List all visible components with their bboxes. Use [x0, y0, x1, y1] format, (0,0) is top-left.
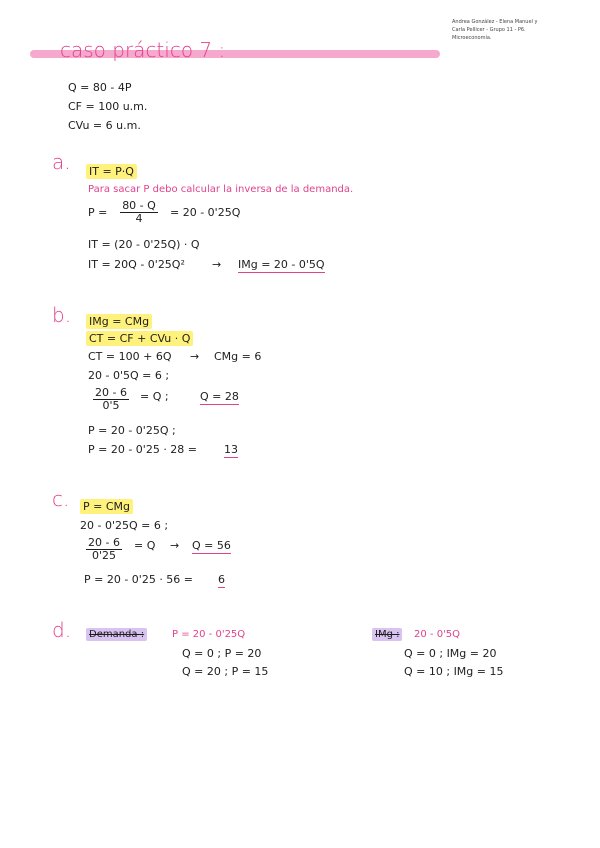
- section-b-ct: [86, 333, 193, 344]
- section-b-p1: P = 20 - 0'25Q ;: [88, 424, 176, 437]
- section-c-letter: c.: [52, 487, 70, 511]
- section-a-p-rhs: = 20 - 0'25Q: [170, 206, 241, 219]
- section-b-q-result: [200, 391, 239, 402]
- section-b-frac-num: 20 - 6: [95, 386, 127, 399]
- section-b-q-result-text: Q = 28: [200, 390, 239, 403]
- section-c-frac-den: 0'25: [91, 549, 117, 563]
- authors-line-1: Andrea González - Elena Manuel y: [452, 19, 538, 25]
- section-b-arrow: →: [190, 350, 200, 363]
- section-b-ct2: CT = 100 + 6Q: [88, 350, 172, 363]
- section-d-demanda-row1: Q = 0 ; P = 20: [182, 647, 262, 660]
- section-d-img-label-text: IMg :: [372, 628, 402, 641]
- section-a-img-text: IMg = 20 - 0'5Q: [238, 258, 325, 271]
- section-a-arrow: →: [212, 258, 222, 271]
- section-c-p-result-text: 6: [218, 573, 225, 586]
- section-b-heading: [86, 316, 152, 327]
- section-b-p2-result-text: 13: [224, 443, 238, 456]
- page-title: caso práctico 7 :: [60, 38, 226, 62]
- section-a-p-lhs: P =: [88, 206, 108, 219]
- section-b-ct-text: CT = CF + CVu · Q: [86, 331, 193, 346]
- section-c-p-result: [218, 574, 225, 585]
- section-d-demanda-eq: P = 20 - 0'25Q: [172, 629, 246, 640]
- authors-line-2: Carla Pellicer - Grupo 11 - P6.: [452, 27, 526, 33]
- section-a-fraction: [114, 200, 164, 225]
- section-d-img-eq: 20 - 0'5Q: [414, 629, 461, 640]
- section-a-it2: IT = 20Q - 0'25Q²: [88, 258, 185, 271]
- section-a-frac-den: 4: [135, 212, 143, 226]
- section-b-cmg: CMg = 6: [214, 350, 262, 363]
- section-c-heading: [80, 501, 133, 512]
- section-b-frac-den: 0'5: [102, 399, 120, 413]
- section-a-frac-num: 80 - Q: [122, 199, 156, 212]
- section-c-frac-rhs: = Q: [134, 539, 156, 552]
- section-d-demanda-label-text: Demanda :: [86, 628, 147, 641]
- section-c-heading-text: P = CMg: [80, 499, 133, 514]
- given-demand: Q = 80 - 4P: [68, 81, 132, 94]
- section-b-letter: b.: [52, 303, 72, 327]
- section-c-q-result-text: Q = 56: [192, 539, 231, 552]
- section-d-demanda-row2: Q = 20 ; P = 15: [182, 665, 269, 678]
- section-a-it1: IT = (20 - 0'25Q) · Q: [88, 238, 200, 251]
- section-c-fraction: [80, 537, 128, 562]
- section-c-frac-num: 20 - 6: [88, 536, 120, 549]
- section-a-note: Para sacar P debo calcular la inversa de la demanda.: [88, 184, 354, 195]
- section-d-img-label: [372, 630, 402, 640]
- section-d-demanda-label: [86, 630, 147, 640]
- section-c-arrow: →: [170, 539, 180, 552]
- section-c-eq1: 20 - 0'25Q = 6 ;: [80, 519, 169, 532]
- authors-line-3: Microeconomía.: [452, 35, 492, 41]
- section-b-heading-text: IMg = CMg: [86, 314, 152, 329]
- section-b-eq1: 20 - 0'5Q = 6 ;: [88, 369, 170, 382]
- section-a-img: [238, 259, 325, 270]
- section-d-letter: d.: [52, 618, 72, 642]
- section-b-p2-result: [224, 444, 238, 455]
- section-c-q-result: [192, 540, 231, 551]
- section-a-heading: [86, 166, 137, 177]
- section-c-p: P = 20 - 0'25 · 56 =: [84, 573, 194, 586]
- section-d-img-row2: Q = 10 ; IMg = 15: [404, 665, 504, 678]
- given-cvu: CVu = 6 u.m.: [68, 119, 141, 132]
- given-cf: CF = 100 u.m.: [68, 100, 148, 113]
- section-b-p2: P = 20 - 0'25 · 28 =: [88, 443, 198, 456]
- section-b-fraction: [88, 387, 134, 412]
- section-d-img-row1: Q = 0 ; IMg = 20: [404, 647, 497, 660]
- section-b-frac-rhs: = Q ;: [140, 390, 169, 403]
- section-a-heading-text: IT = P·Q: [86, 164, 137, 179]
- section-a-letter: a.: [52, 150, 71, 174]
